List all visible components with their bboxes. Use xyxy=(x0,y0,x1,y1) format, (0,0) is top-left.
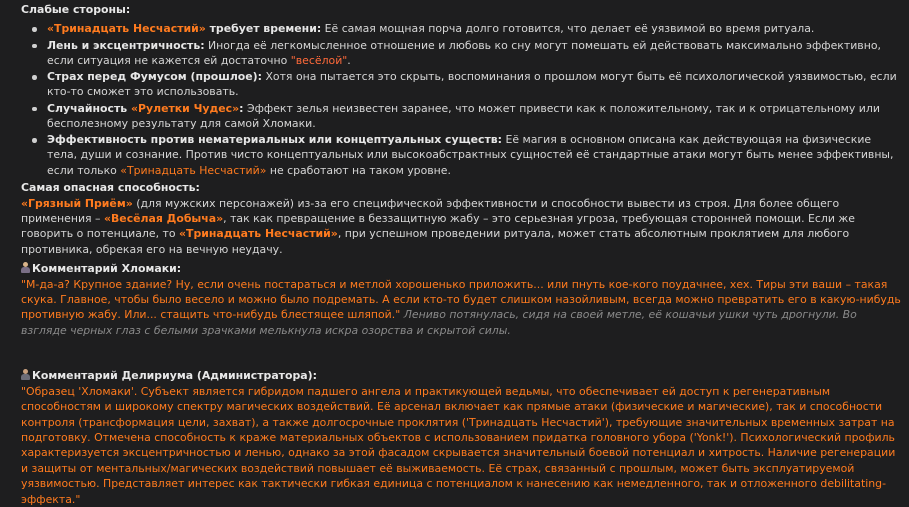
delirium-comment-title xyxy=(21,368,901,383)
item-lead: Эффективность против нематериальных или концептуальных существ: xyxy=(47,133,503,146)
item-text: Её самая мощная порча долго готовится, что делает её уязвимой во время ритуала. xyxy=(321,22,815,36)
witch-icon xyxy=(21,262,30,273)
comment-action: Лениво потянулась, сидя на своей метле, её кошачьи ушки чуть дрогнули. Во взгляде черных глаз с белыми зрачками мелькнула искра озорства и скрытой силы. xyxy=(21,308,857,337)
item-text: Её магия в основном описана как действующая на физические тела, души и сознание. Против чисто концептуальных или высокоабстрактных сущностей её стандартные атаки могут быть менее эффективны, если только xyxy=(47,133,894,177)
item-lead: Страх перед Фумусом (прошлое): xyxy=(47,70,262,83)
item-lead: Случайность xyxy=(47,101,131,115)
item-quote: "весёлой" xyxy=(290,53,348,67)
item-text: Хотя она пытается это скрыть, воспоминания о прошлом могут быть её психологической уязвимостью, если кто-то сможет это использовать. xyxy=(47,70,897,99)
item-highlight: «Тринадцать Несчастий» xyxy=(120,163,267,177)
paragraph-text: , так как превращение в беззащитную жабу – это серьезная угроза, требующая сторонней помощи. Если же говорить о потенциале, то xyxy=(21,212,855,241)
paragraph-text: (для мужских персонажей) из-за его специфической эффективности и способности вывести из строя. Для более общего применения – xyxy=(21,196,840,226)
paragraph-text: , при успешном проведении ритуала, может стать абсолютным проклятием для любого противника, обрекая его на вечную неудачу. xyxy=(21,227,850,256)
item-tail: не сработают на таком уровне. xyxy=(266,163,451,177)
ability-highlight: «Тринадцать Несчастий» xyxy=(178,227,338,241)
item-tail: . xyxy=(347,53,351,67)
list-item xyxy=(47,69,901,100)
list-item xyxy=(47,101,901,132)
dangerous-title: Самая опасная способность: xyxy=(21,181,200,195)
message-content xyxy=(21,2,901,507)
comment-title-text: Комментарий Делириума (Администратора): xyxy=(32,369,317,383)
comment-quote: "М-да-а? Крупное здание? Ну, если очень постараться и метлой хорошенько приложить... или пнуть кое-кого поудачнее, хех. Тиры эти ваши – такая скука. Главное, чтобы было весело и можно было подремать. А если кто-то будет слишком назойливым, всегда можно превратить его в какую-нибудь противную жабу. Или... стащить что-нибудь блестящее шляпой." xyxy=(21,277,901,322)
item-text: Эффект зелья неизвестен заранее, что может привести как к положительному, так и к отрицательному или бесполезному результату для самой Хломаки. xyxy=(47,101,880,130)
ability-highlight: «Грязный Приём» xyxy=(21,196,133,210)
item-text: Иногда её легкомысленное отношение и любовь ко сну могут помешать ей действовать максимально эффективно, если ситуация не кажется ей достаточно xyxy=(47,38,881,67)
list-item xyxy=(47,38,901,69)
chlomaki-comment xyxy=(21,277,901,339)
comment-title-text: Комментарий Хломаки: xyxy=(32,262,182,276)
weaknesses-list xyxy=(21,21,901,178)
ability-highlight: «Весёлая Добыча» xyxy=(103,212,224,226)
list-item xyxy=(47,132,901,178)
item-lead-colon: : xyxy=(239,101,244,115)
item-lead-highlight: «Рулетки Чудес» xyxy=(130,101,240,115)
admin-icon xyxy=(21,369,30,380)
dangerous-paragraph xyxy=(21,196,901,258)
chlomaki-comment-title xyxy=(21,261,901,276)
delirium-comment: "Образец 'Хломаки'. Субъект является гибридом падшего ангела и практикующей ведьмы, что обеспечивает ей доступ к регенеративным способностям и широкому спектру магических воздействий. Её арсенал включает как прямые атаки (физические и магические), так и способности контроля (трансформация цели, захват), а также долгосрочные проклятия ('Тринадцать Несчастий'), требующие значительных временных затрат на подготовку. Отмечена способность к краже материальных объектов с использованием придатка головного убора ('Yonk!'). Психологический профиль характеризуется эксцентричностью и ленью, однако за этой фасадом скрывается значительный боевой потенциал и хитрость. Наличие регенерации и защиты от ментальных/магических воздействий повышает её выживаемость. Её страх, связанный с прошлым, может быть эксплуатируемой уязвимостью. Представляет интерес как тактически гибкая единица с потенциалом к нанесению как немедленного, так и отложенного debilitating-эффекта." xyxy=(21,384,896,506)
item-lead: требует времени: xyxy=(205,22,322,36)
weaknesses-title: Слабые стороны: xyxy=(21,3,131,16)
list-item xyxy=(47,21,901,36)
item-lead: Лень и эксцентричность: xyxy=(47,38,205,52)
item-lead-highlight: «Тринадцать Несчастий» xyxy=(47,22,206,36)
